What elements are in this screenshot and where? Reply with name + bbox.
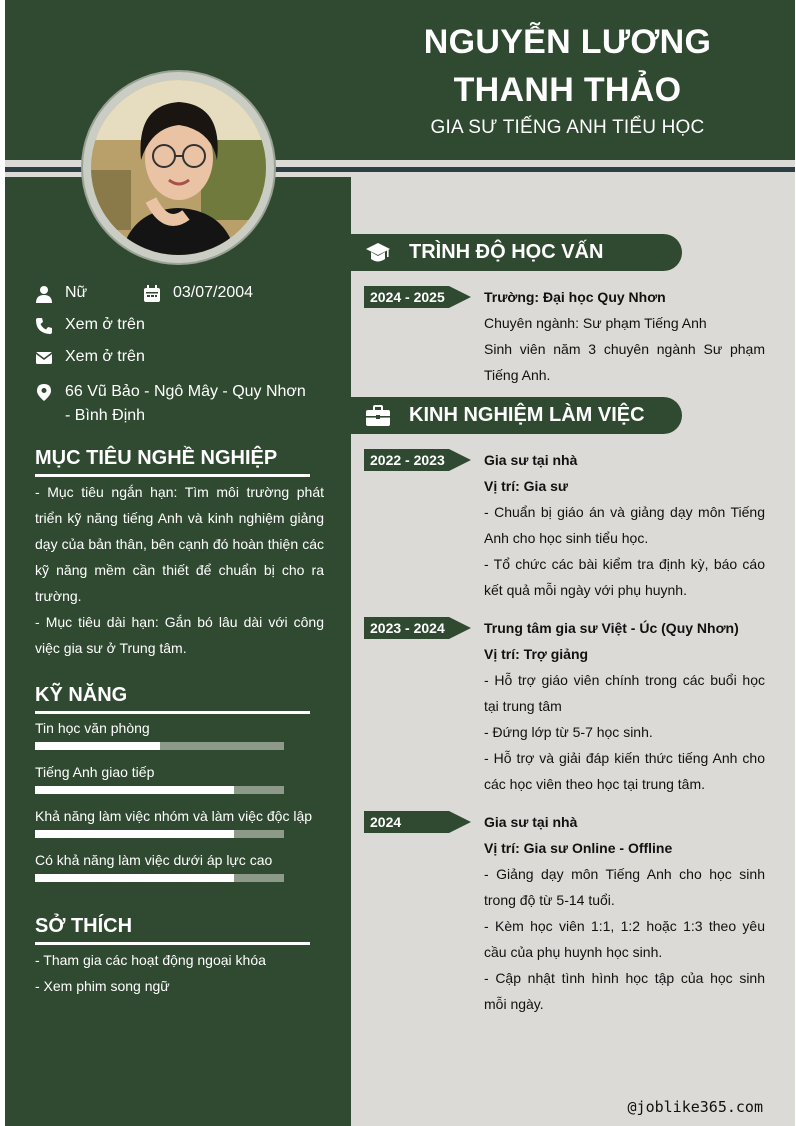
company-name: Gia sư tại nhà <box>484 452 578 468</box>
birthdate-row <box>143 284 253 303</box>
graduation-cap-icon <box>365 240 391 266</box>
education-detail: Sinh viên năm 3 chuyên ngành Sư phạm Tiếng Anh. <box>484 341 765 383</box>
experience-heading: KINH NGHIỆM LÀM VIỆC <box>409 404 645 426</box>
gender-row <box>35 284 87 303</box>
cv-page <box>5 0 795 1126</box>
date-arrow <box>449 449 471 471</box>
major: Chuyên ngành: Sư phạm Tiếng Anh <box>484 315 707 331</box>
experience-date-tag <box>364 811 471 833</box>
profile-photo <box>91 80 266 255</box>
skill-fill <box>35 742 160 750</box>
experience-entry <box>484 447 765 603</box>
education-banner <box>351 234 682 271</box>
envelope-icon <box>35 349 53 367</box>
hobbies-list <box>35 947 324 999</box>
experience-date-tag <box>364 617 471 639</box>
phone-row <box>35 316 145 335</box>
email-row <box>35 348 145 367</box>
skill-label: Có khả năng làm việc dưới áp lực cao <box>35 852 273 868</box>
experience-detail: - Giảng dạy môn Tiếng Anh cho học sinh trong độ từ 5-14 tuổi. <box>484 866 765 908</box>
experience-detail: - Hỗ trợ giáo viên chính trong các buổi học tại trung tâm <box>484 672 765 714</box>
education-date-tag <box>364 286 471 308</box>
skill-item <box>35 764 315 794</box>
skill-label: Tiếng Anh giao tiếp <box>35 764 155 780</box>
skill-item <box>35 720 315 750</box>
experience-detail: - Cập nhật tình hình học tập của học sinh mỗi ngày. <box>484 970 765 1012</box>
skill-fill <box>35 786 234 794</box>
experience-entry <box>484 615 765 797</box>
skill-item <box>35 808 315 838</box>
briefcase-icon <box>365 403 391 429</box>
date-arrow <box>449 617 471 639</box>
education-heading: TRÌNH ĐỘ HỌC VẤN <box>409 241 604 263</box>
company-name: Gia sư tại nhà <box>484 814 578 830</box>
skills-heading: KỸ NĂNG <box>35 684 310 714</box>
date-label: 2022 - 2023 <box>364 449 449 471</box>
skill-bar <box>35 742 284 750</box>
map-pin-icon <box>35 383 53 401</box>
watermark: @joblike365.com <box>627 1098 763 1116</box>
education-entry <box>484 284 765 388</box>
phone-value: Xem ở trên <box>65 316 145 333</box>
date-arrow <box>449 811 471 833</box>
experience-date-tag <box>364 449 471 471</box>
avatar <box>81 70 276 265</box>
skill-fill <box>35 874 234 882</box>
candidate-name: NGUYỄN LƯƠNG THANH THẢO <box>423 23 712 109</box>
experience-detail: - Hỗ trợ và giải đáp kiến thức tiếng Anh cho các học viên theo học tại trung tâm. <box>484 750 765 792</box>
skill-label: Tin học văn phòng <box>35 720 150 736</box>
phone-icon <box>35 317 53 335</box>
experience-detail: - Kèm học viên 1:1, 1:2 hoặc 1:3 theo yêu cầu của phụ huynh học sinh. <box>484 918 765 960</box>
skill-bar <box>35 874 284 882</box>
experience-entry <box>484 809 765 1017</box>
skill-label: Khả năng làm việc nhóm và làm việc độc lập <box>35 808 313 824</box>
calendar-icon <box>143 285 161 303</box>
address-row <box>35 380 315 428</box>
date-label: 2024 <box>364 811 449 833</box>
hobby-item: - Tham gia các hoạt động ngoại khóa <box>35 952 266 968</box>
date-label: 2024 - 2025 <box>364 286 449 308</box>
position: Vị trí: Gia sư Online - Offline <box>484 840 673 856</box>
school-name: Trường: Đại học Quy Nhơn <box>484 289 666 305</box>
email-value: Xem ở trên <box>65 348 145 365</box>
position: Vị trí: Trợ giảng <box>484 646 589 662</box>
user-icon <box>35 285 53 303</box>
short-term-goal: - Mục tiêu ngắn hạn: Tìm môi trường phát triển kỹ năng tiếng Anh và kinh nghiệm giảng dạy của bản thân, bên cạnh đó hoàn thiện các kỹ năng mềm cần thiết để chuẩn bị cho ra trường. <box>35 484 324 604</box>
hobby-item: - Xem phim song ngữ <box>35 978 170 994</box>
company-name: Trung tâm gia sư Việt - Úc (Quy Nhơn) <box>484 620 739 636</box>
career-goal-text <box>35 479 324 661</box>
address-value: 66 Vũ Bảo - Ngô Mây - Quy Nhơn - Bình Định <box>65 383 306 424</box>
experience-detail: - Đứng lớp từ 5-7 học sinh. <box>484 724 653 740</box>
experience-detail: - Chuẩn bị giáo án và giảng dạy môn Tiếng Anh cho học sinh tiểu học. <box>484 504 765 546</box>
long-term-goal: - Mục tiêu dài hạn: Gắn bó lâu dài với công việc gia sư ở Trung tâm. <box>35 614 324 656</box>
hobbies-heading: SỞ THÍCH <box>35 915 310 945</box>
experience-detail: - Tổ chức các bài kiểm tra định kỳ, báo cáo kết quả mỗi ngày với phụ huynh. <box>484 556 765 598</box>
skill-item <box>35 852 315 882</box>
birthdate-value: 03/07/2004 <box>173 284 254 301</box>
date-arrow <box>449 286 471 308</box>
skill-fill <box>35 830 234 838</box>
date-label: 2023 - 2024 <box>364 617 449 639</box>
position: Vị trí: Gia sư <box>484 478 569 494</box>
skill-bar <box>35 786 284 794</box>
gender-value: Nữ <box>65 284 88 301</box>
experience-banner <box>351 397 682 434</box>
skill-bar <box>35 830 284 838</box>
job-title: GIA SƯ TIẾNG ANH TIỂU HỌC <box>430 117 705 138</box>
career-goal-heading: MỤC TIÊU NGHỀ NGHIỆP <box>35 447 310 477</box>
